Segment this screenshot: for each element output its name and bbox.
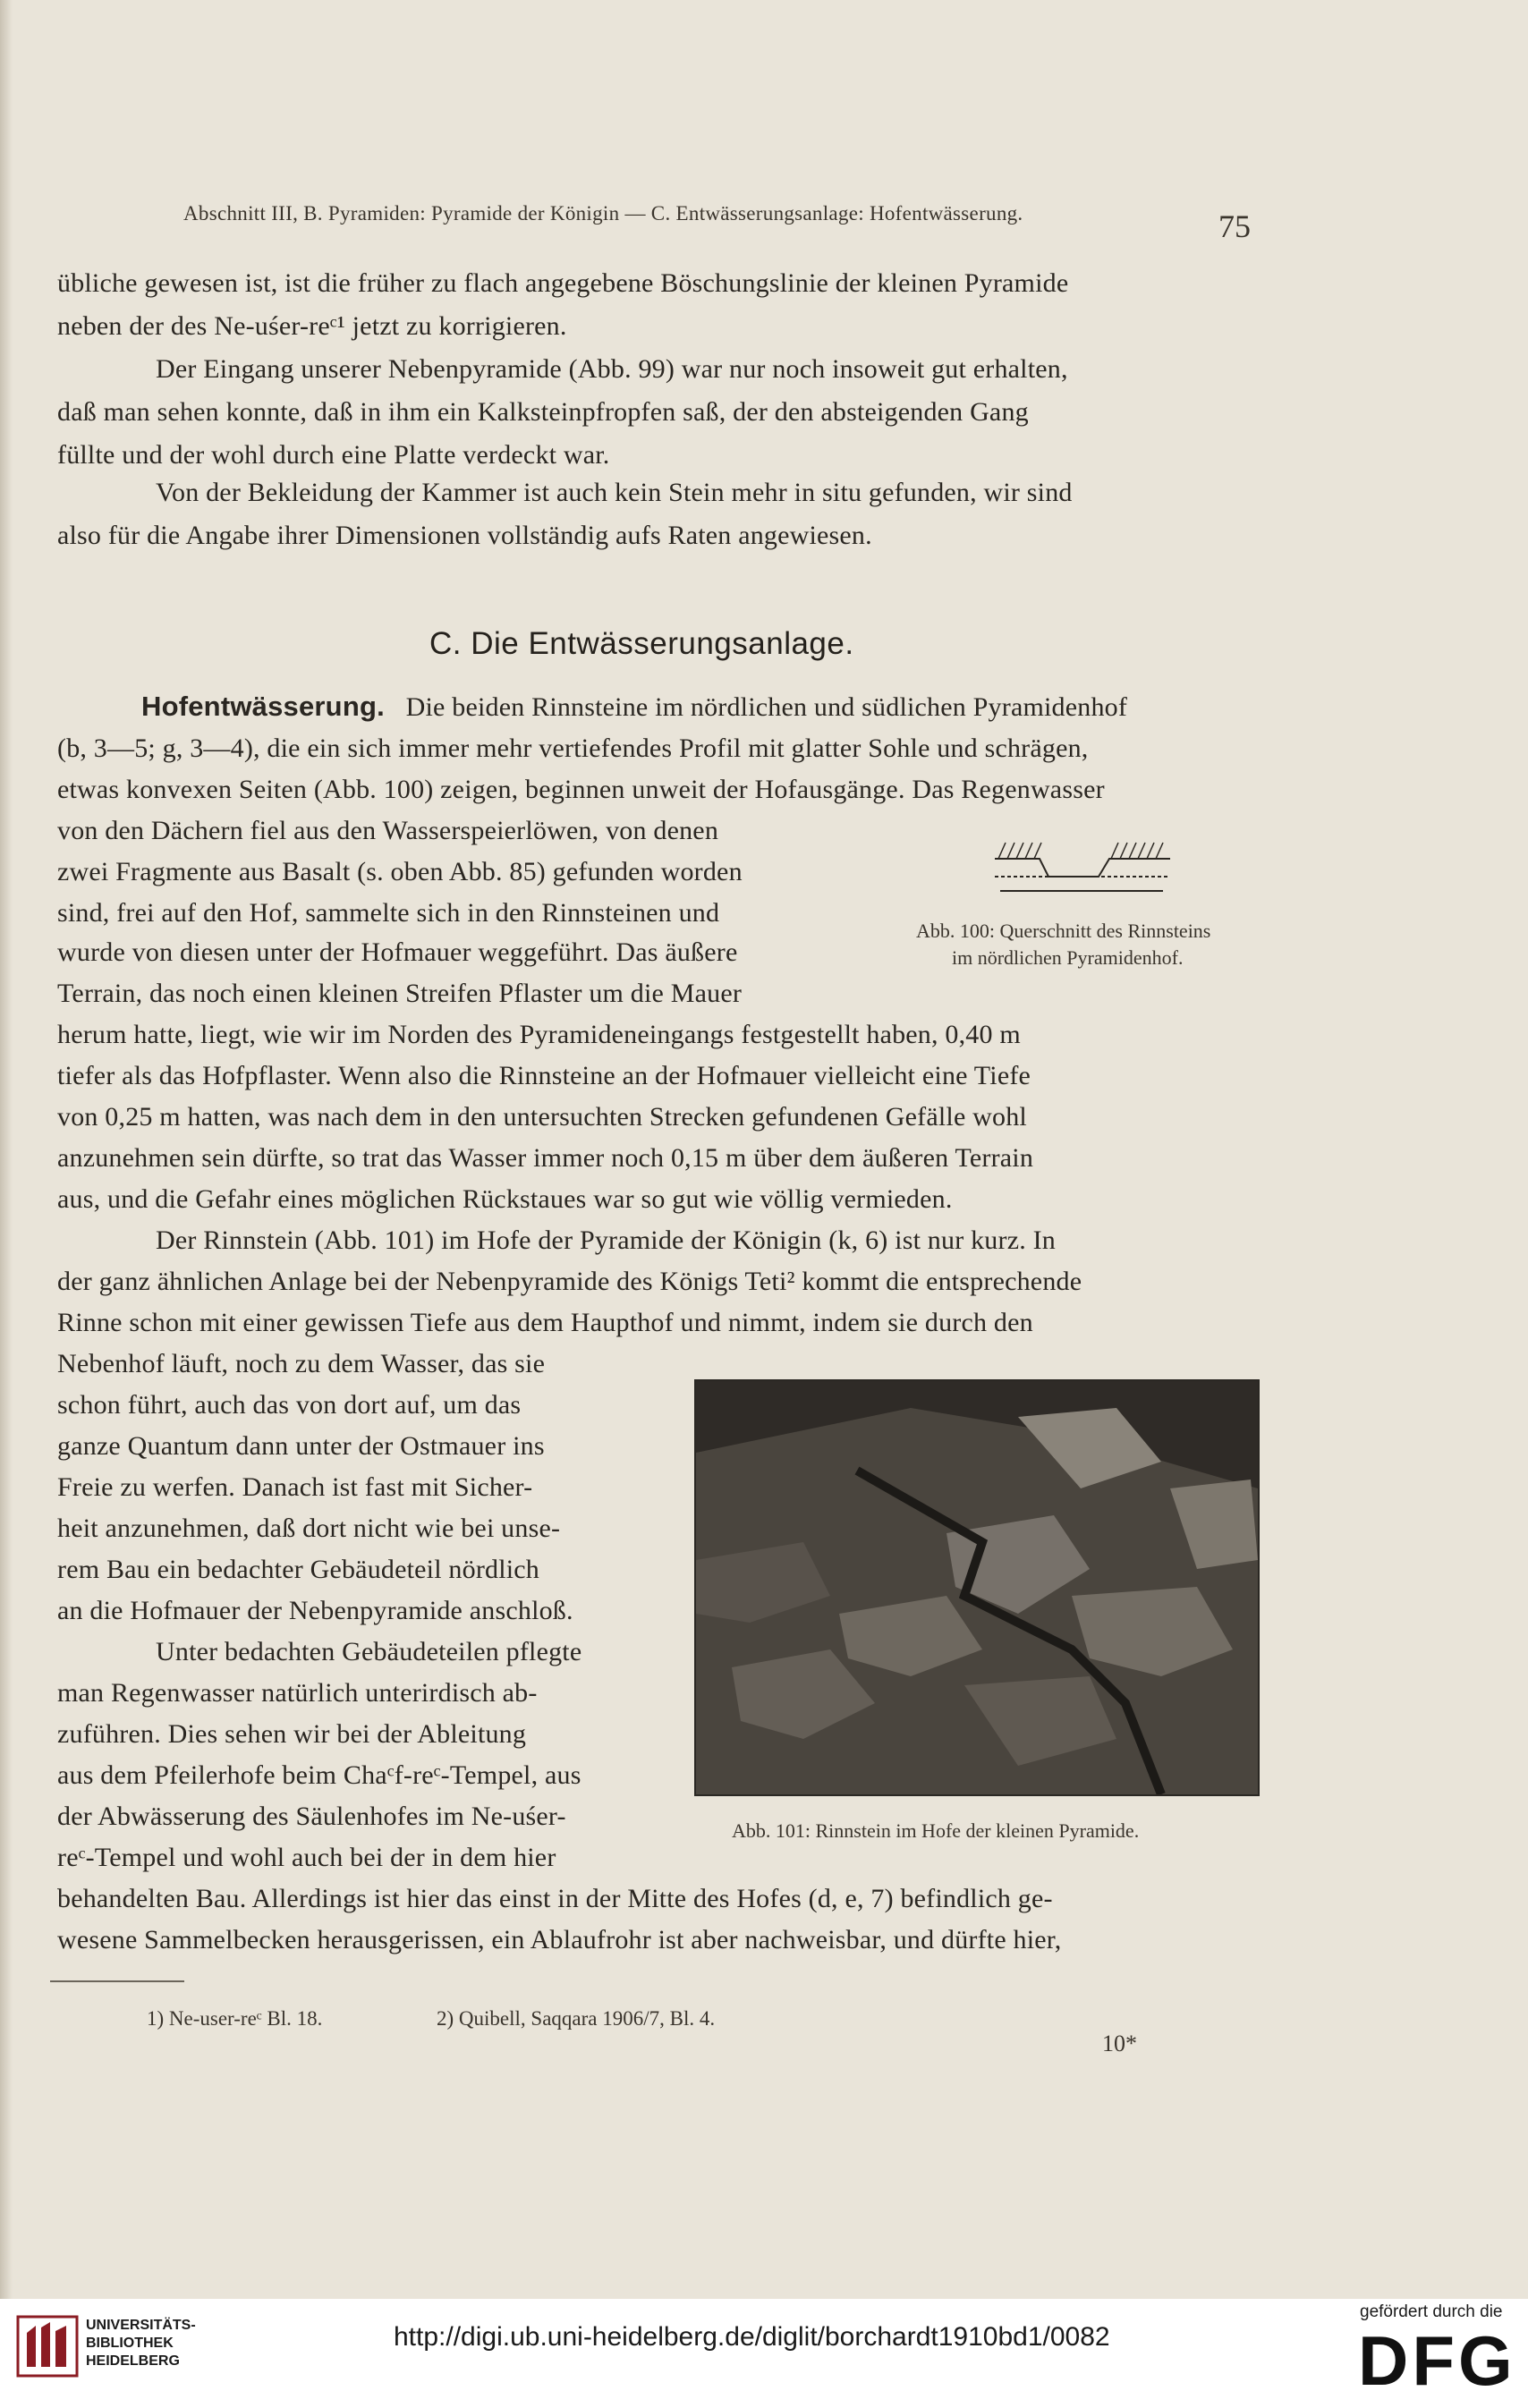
text-line: Von der Bekleidung der Kammer ist auch kein Stein mehr in situ gefunden, wir sind bbox=[156, 478, 1073, 507]
figure-caption-100-cont: im nördlichen Pyramidenhof. bbox=[952, 946, 1184, 969]
text-line: Rinne schon mit einer gewissen Tiefe aus dem Haupthof und nimmt, indem sie durch den bbox=[57, 1308, 1033, 1337]
permalink-url[interactable]: http://digi.ub.uni-heidelberg.de/diglit/borchardt1910bd1/0082 bbox=[394, 2322, 1110, 2352]
text-line: zuführen. Dies sehen wir bei der Ableitung bbox=[57, 1719, 527, 1749]
dfg-logo: DFG bbox=[1358, 2321, 1516, 2400]
viewer-footer bbox=[0, 2299, 1528, 2408]
text-line: Unter bedachten Gebäudeteilen pflegte bbox=[156, 1637, 582, 1666]
text-line: rem Bau ein bedachter Gebäudeteil nördlich bbox=[57, 1555, 540, 1584]
text-line: daß man sehen konnte, daß in ihm ein Kalksteinpfropfen saß, der den absteigenden Gang bbox=[57, 397, 1029, 427]
text-line: der Abwässerung des Säulenhofes im Ne-uśer- bbox=[57, 1802, 566, 1831]
text-line: füllte und der wohl durch eine Platte verdeckt war. bbox=[57, 440, 610, 470]
text-line: Terrain, das noch einen kleinen Streifen Pflaster um die Mauer bbox=[57, 979, 743, 1008]
text-line: aus, und die Gefahr eines möglichen Rückstaues war so gut wie völlig vermieden. bbox=[57, 1184, 953, 1214]
text-line: von den Dächern fiel aus den Wasserspeierlöwen, von denen bbox=[57, 816, 719, 845]
text-line: der ganz ähnlichen Anlage bei der Nebenpyramide des Königs Teti² kommt die entsprechende bbox=[57, 1267, 1082, 1296]
text-line-content: Die beiden Rinnsteine im nördlichen und südlichen Pyramidenhof bbox=[405, 692, 1128, 722]
text-line: wesene Sammelbecken herausgerissen, ein Ablaufrohr ist aber nachweisbar, und dürfte hier, bbox=[57, 1925, 1062, 1954]
page-number: 75 bbox=[1218, 208, 1251, 244]
subheading: Hofentwässerung. bbox=[141, 691, 385, 722]
footnote-1: 1) Ne-user-reᶜ Bl. 18. bbox=[147, 2007, 323, 2030]
text-line: tiefer als das Hofpflaster. Wenn also die Rinnsteine an der Hofmauer vielleicht eine Tiefe bbox=[57, 1061, 1031, 1090]
running-head: Abschnitt III, B. Pyramiden: Pyramide der Königin — C. Entwässerungsanlage: Hofentwässerung. bbox=[183, 202, 1023, 225]
section-heading: C. Die Entwässerungsanlage. bbox=[429, 626, 854, 661]
text-line: reᶜ-Tempel und wohl auch bei der in dem hier bbox=[57, 1843, 556, 1872]
text-line: übliche gewesen ist, ist die früher zu flach angegebene Böschungslinie der kleinen Pyramide bbox=[57, 268, 1069, 298]
text-line: zwei Fragmente aus Basalt (s. oben Abb. 85) gefunden worden bbox=[57, 857, 743, 886]
funding-note: gefördert durch die bbox=[1360, 2302, 1503, 2321]
text-line: wurde von diesen unter der Hofmauer weggeführt. Das äußere bbox=[57, 937, 738, 967]
text-line: von 0,25 m hatten, was nach dem in den untersuchten Strecken gefundenen Gefälle wohl bbox=[57, 1102, 1027, 1132]
text-line: Der Eingang unserer Nebenpyramide (Abb. 99) war nur noch insoweit gut erhalten, bbox=[156, 354, 1068, 384]
university-library-logo-icon bbox=[16, 2315, 79, 2378]
text-line: herum hatte, liegt, wie wir im Norden des Pyramideneingangs festgestellt haben, 0,40 m bbox=[57, 1020, 1021, 1049]
footnote-rule bbox=[50, 1980, 184, 1982]
text-line: (b, 3—5; g, 3—4), die ein sich immer mehr vertiefendes Profil mit glatter Sohle und schrägen, bbox=[57, 733, 1089, 763]
text-line: heit anzunehmen, daß dort nicht wie bei unse- bbox=[57, 1513, 561, 1543]
text-line: Freie zu werfen. Danach ist fast mit Sicher- bbox=[57, 1472, 533, 1502]
library-name-line: BIBLIOTHEK bbox=[86, 2336, 174, 2351]
text-line: Nebenhof läuft, noch zu dem Wasser, das sie bbox=[57, 1349, 546, 1378]
text-line: ganze Quantum dann unter der Ostmauer ins bbox=[57, 1431, 545, 1461]
gutter-cross-section-figure bbox=[993, 839, 1172, 902]
text-line: schon führt, auch das von dort auf, um das bbox=[57, 1390, 522, 1420]
figure-caption-101: Abb. 101: Rinnstein im Hofe der kleinen Pyramide. bbox=[732, 1819, 1140, 1842]
library-name-line: UNIVERSITÄTS- bbox=[86, 2318, 196, 2333]
signature-mark: 10* bbox=[1102, 2031, 1137, 2056]
text-line: aus dem Pfeilerhofe beim Chaᶜf-reᶜ-Tempel, aus bbox=[57, 1760, 581, 1790]
text-line: anzunehmen sein dürfte, so trat das Wasser immer noch 0,15 m über dem äußeren Terrain bbox=[57, 1143, 1034, 1173]
text-line: Der Rinnstein (Abb. 101) im Hofe der Pyramide der Königin (k, 6) ist nur kurz. In bbox=[156, 1225, 1056, 1255]
text-line: also für die Angabe ihrer Dimensionen vollständig aufs Raten angewiesen. bbox=[57, 521, 872, 550]
text-line: etwas konvexen Seiten (Abb. 100) zeigen, beginnen unweit der Hofausgänge. Das Regenwasser bbox=[57, 775, 1105, 804]
gutter-photograph bbox=[694, 1379, 1260, 1796]
text-line bbox=[141, 692, 1127, 721]
library-name-line: HEIDELBERG bbox=[86, 2353, 180, 2369]
text-line: an die Hofmauer der Nebenpyramide anschloß. bbox=[57, 1596, 573, 1625]
text-line: sind, frei auf den Hof, sammelte sich in den Rinnsteinen und bbox=[57, 898, 720, 928]
library-name bbox=[86, 2317, 196, 2370]
text-line: man Regenwasser natürlich unterirdisch ab- bbox=[57, 1678, 538, 1708]
footnote-2: 2) Quibell, Saqqara 1906/7, Bl. 4. bbox=[437, 2007, 716, 2030]
figure-caption-100: Abb. 100: Querschnitt des Rinnsteins bbox=[916, 920, 1211, 942]
page-edge-shadow bbox=[0, 0, 13, 2299]
text-line: behandelten Bau. Allerdings ist hier das einst in der Mitte des Hofes (d, e, 7) befindlich ge- bbox=[57, 1884, 1053, 1913]
text-line: neben der des Ne-uśer-reᶜ¹ jetzt zu korrigieren. bbox=[57, 311, 567, 341]
